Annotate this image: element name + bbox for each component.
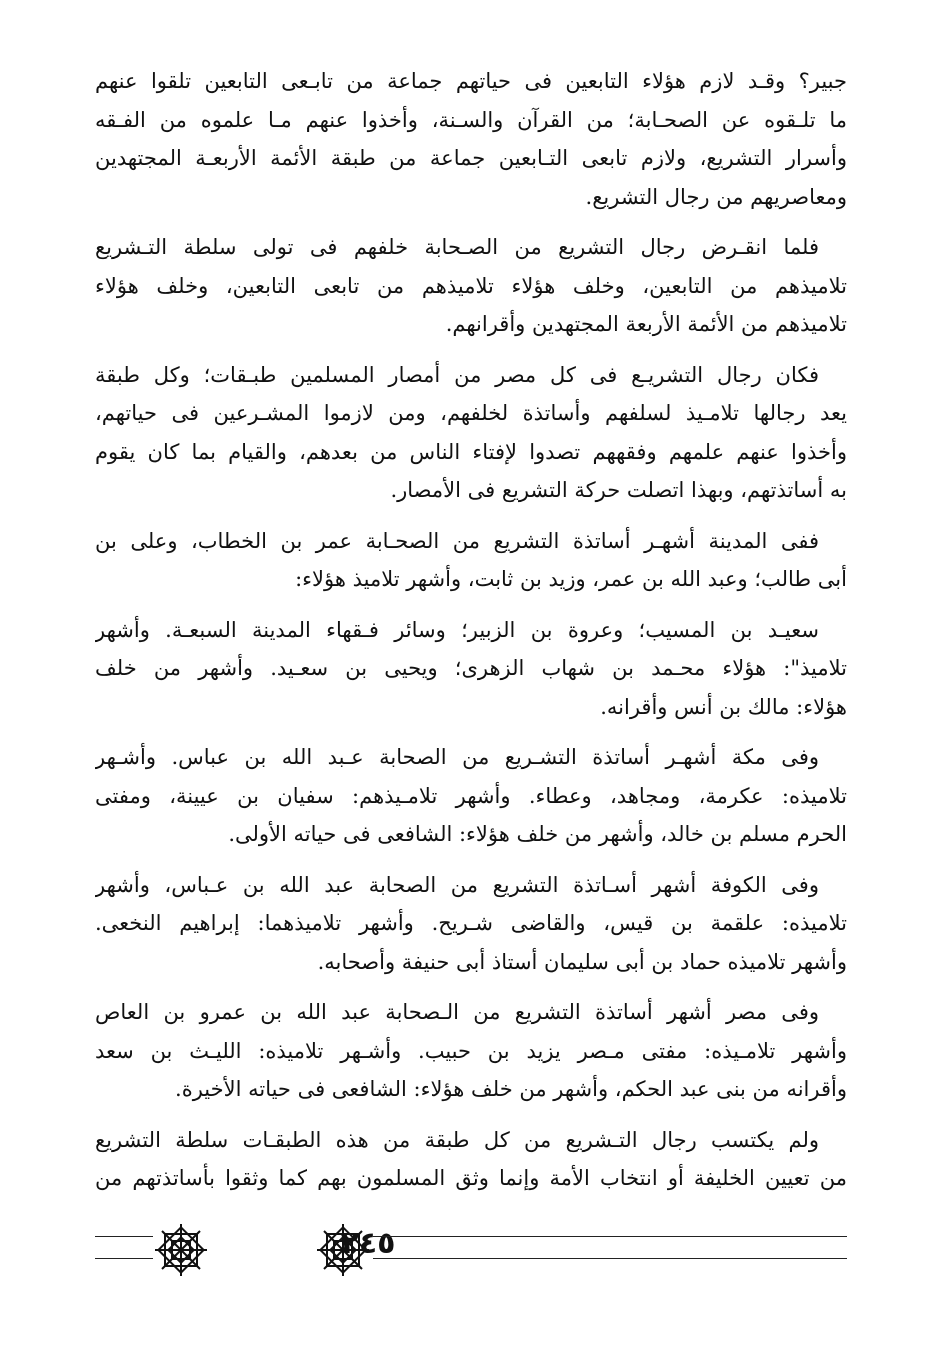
text-line: تلاميذهم من التابعين، وخلف هؤلاء تلاميذهم من تابعى التابعين، وخلف هؤلاء <box>95 273 847 298</box>
text-line: وأخذوا عنهم علمهم وفقههم تصدوا لإفتاء الناس من بعدهم، والقيام بما كان يقوم <box>95 439 847 464</box>
paragraph <box>95 611 847 727</box>
paragraph <box>95 356 847 510</box>
text-line: جبير؟ وقـد لازم هؤلاء التابعين فى حياتهم جماعة من تابـعى التابعين تلقوا عنهم <box>95 69 847 93</box>
text-line: ما تلـقوه عن الصحـابة؛ من القرآن والسـنة، وأخذوا عنهم مـا علموه من الفـقه <box>95 107 847 132</box>
text-line: ففى المدينة أشهـر أساتذة التشريع من الصحـابة عمر بن الخطاب، وعلى بن <box>95 528 819 553</box>
text-line: وأسرار التشريع، ولازم تابعى التـابعين جماعة من طبقة الأئمة الأربعـة المجتهدين <box>95 146 847 170</box>
text-line: وأقرانه من بنى عبد الحكم، وأشهر من خلف هؤلاء: الشافعى فى حياته الأخيرة. <box>175 1077 847 1101</box>
text-line: الحرم مسلم بن خالد، وأشهر من خلف هؤلاء: الشافعى فى حياته الأولى. <box>228 822 847 846</box>
page-number: ٢٤٥ <box>340 1226 396 1261</box>
text-line: فلما انقـرض رجال التشريع من الصـحابة خلفهم فى تولى سلطة التـشريع <box>95 235 819 259</box>
text-line: وفى الكوفة أشهر أسـاتذة التشريع من الصحابة عبد الله بن عـباس، وأشهر <box>95 872 819 897</box>
page-footer <box>95 1218 847 1278</box>
text-line: تلاميذه: علقمة بن قيس، والقاضى شـريح. وأشهر تلاميذهما: إبراهيم النخعى. <box>95 911 847 935</box>
eight-point-star-ornament-icon <box>153 1222 209 1278</box>
footer-rule-left-bottom <box>95 1258 153 1259</box>
text-line: وفى مكة أشهـر أساتذة التشـريع من الصحابة عـبد الله بن عباس. وأشـهر <box>95 745 819 769</box>
text-line: ومعاصريهم من رجال التشريع. <box>585 184 847 209</box>
paragraph <box>95 522 847 599</box>
paragraph <box>95 993 847 1109</box>
text-line: وفى مصر أشهر أساتذة التشريع من الـصحابة عبد الله بن عمرو بن العاص <box>95 1000 819 1024</box>
text-line: به أساتذتهم، وبهذا اتصلت حركة التشريع فى الأمصار. <box>390 478 847 502</box>
text-line: تلاميذهم من الأئمة الأربعة المجتهدين وأقرانهم. <box>445 312 847 336</box>
text-line: ولم يكتسب رجال التـشريع من كل طبقة من هذه الطبقـات سلطة التشريع <box>95 1127 819 1152</box>
footer-rule-right-top <box>373 1236 847 1237</box>
text-line: تلاميذ": هؤلاء محـمد بن شهاب الزهرى؛ ويحيى بن سعـيد. وأشهر من خلف <box>95 656 847 680</box>
footer-rule-left-top <box>95 1236 153 1237</box>
paragraph <box>95 62 847 216</box>
eight-point-star-ornament-icon <box>315 1222 371 1278</box>
text-line: وأشهر تلاميذه حماد بن أبى سليمان أستاذ أبى حنيفة وأصحابه. <box>317 949 847 974</box>
text-line: وأشهر تلامـيذه: مفتى مـصر يزيد بن حبيب. وأشـهر تلاميذه: الليـث بن سعد <box>95 1038 847 1063</box>
footer-rule-right-bottom <box>373 1258 847 1259</box>
paragraph <box>95 866 847 982</box>
text-line: تلاميذه: عكرمة، ومجاهد، وعطاء. وأشهر تلامـيذهم: سفيان بن عيينة، ومفتى <box>95 783 847 808</box>
paragraph <box>95 1121 847 1198</box>
text-line: فكان رجال التشريـع فى كل مصر من أمصار المسلمين طبـقات؛ وكل طبقة <box>95 362 819 387</box>
text-line: من تعيين الخليفة أو انتخاب الأمة وإنما وثق المسلمون بهم كما وثقوا بأساتذتهم من <box>95 1166 847 1190</box>
page-body <box>95 62 847 1210</box>
text-line: أبى طالب؛ وعبد الله بن عمر، وزيد بن ثابت، وأشهر تلاميذ هؤلاء: <box>295 567 847 591</box>
text-line: يعد رجالها تلامـيذ لسلفهم وأساتذة لخلفهم، ومن لازموا المشـرعين فى حياتهم، <box>95 401 847 425</box>
text-line: هؤلاء: مالك بن أنس وأقرانه. <box>600 694 847 719</box>
paragraph <box>95 228 847 344</box>
text-line: سعيـد بن المسيب؛ وعروة بن الزبير؛ وسائر فـقهاء المدينة السبعـة. وأشهر <box>95 617 819 642</box>
paragraph <box>95 738 847 854</box>
